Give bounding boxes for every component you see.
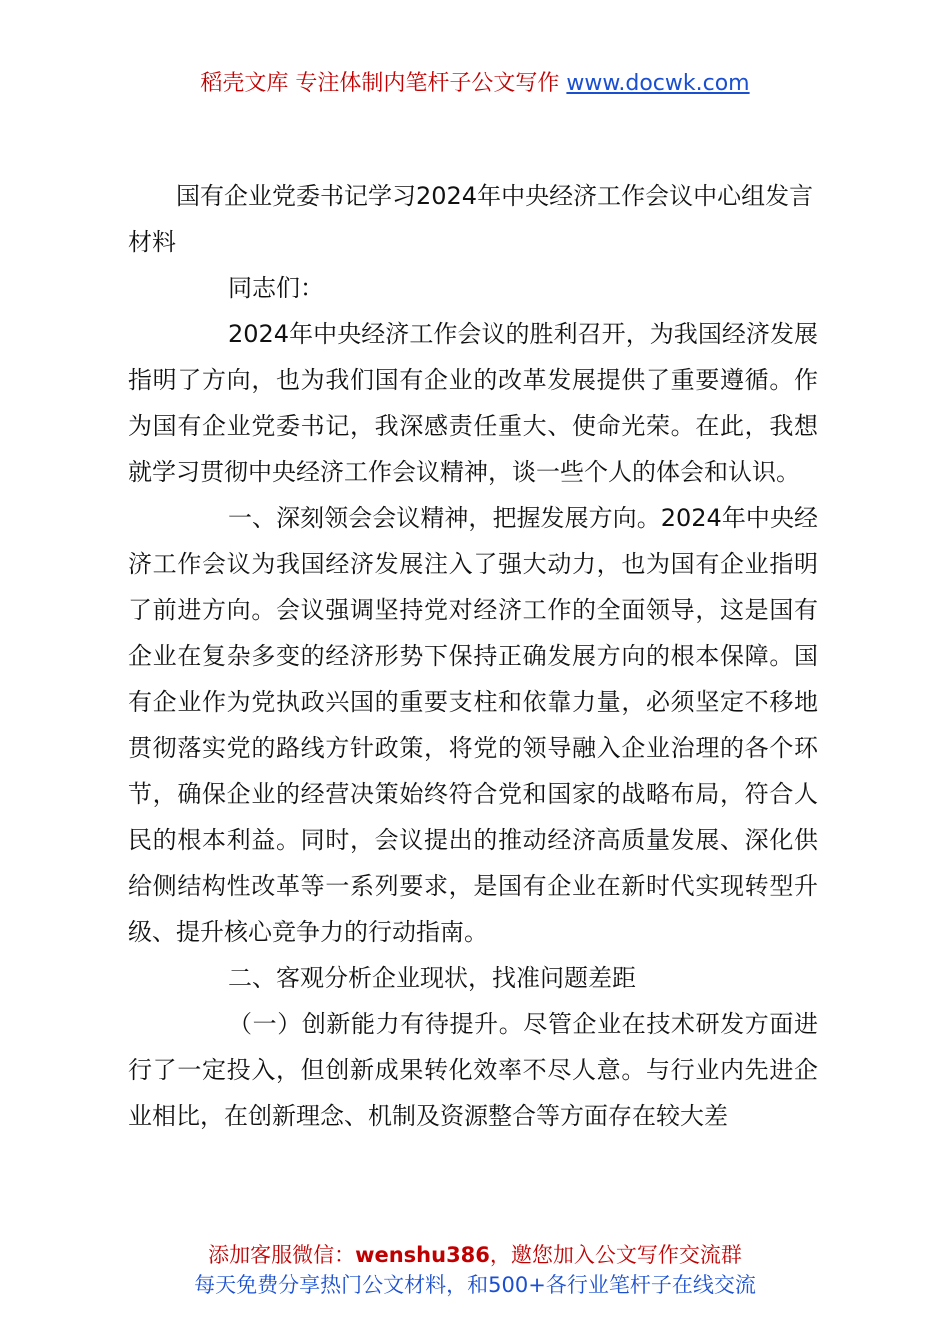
header-website-link[interactable]: www.docwk.com xyxy=(566,71,750,96)
page-header xyxy=(0,68,950,100)
document-greeting: 同志们： xyxy=(228,274,324,302)
page-footer xyxy=(0,1240,950,1300)
document-title: 国有企业党委书记学习2024年中央经济工作会议中心组发言材料 xyxy=(128,182,814,256)
footer-contact-prefix: 添加客服微信： xyxy=(208,1243,356,1267)
footer-wechat-id: wenshu386 xyxy=(355,1243,490,1267)
footer-contact-line xyxy=(0,1240,950,1270)
footer-contact-suffix: ，邀您加入公文写作交流群 xyxy=(489,1243,742,1267)
heading-section-two: 二、客观分析企业现状，找准问题差距 xyxy=(228,964,636,992)
paragraph-section-one: 一、深刻领会会议精神，把握发展方向。2024年中央经济工作会议为我国经济发展注入了强大动力，也为国有企业指明了前进方向。会议强调坚持党对经济工作的全面领导，这是国有企业在复杂多变的经济形势下保持正确发展方向的根本保障。国有企业作为党执政兴国的重要支柱和依靠力量，必须坚定不移地贯彻落实党的路线方针政策，将党的领导融入企业治理的各个环节，确保企业的经营决策始终符合党和国家的战略布局，符合人民的根本利益。同时，会议提出的推动经济高质量发展、深化供给侧结构性改革等一系列要求，是国有企业在新时代实现转型升级、提升核心竞争力的行动指南。 xyxy=(128,504,818,946)
paragraph-intro: 2024年中央经济工作会议的胜利召开，为我国经济发展指明了方向，也为我们国有企业的改革发展提供了重要遵循。作为国有企业党委书记，我深感责任重大、使命光荣。在此，我想就学习贯彻中央经济工作会议精神，谈一些个人的体会和认识。 xyxy=(128,320,818,486)
header-brand-text: 稻壳文库 专注体制内笔杆子公文写作 xyxy=(200,71,567,96)
footer-promo-line: 每天免费分享热门公文材料，和500+各行业笔杆子在线交流 xyxy=(194,1273,756,1297)
paragraph-subsection-one: （一）创新能力有待提升。尽管企业在技术研发方面进行了一定投入，但创新成果转化效率不尽人意。与行业内先进企业相比，在创新理念、机制及资源整合等方面存在较大差 xyxy=(128,1010,818,1130)
document-body xyxy=(128,173,818,1139)
